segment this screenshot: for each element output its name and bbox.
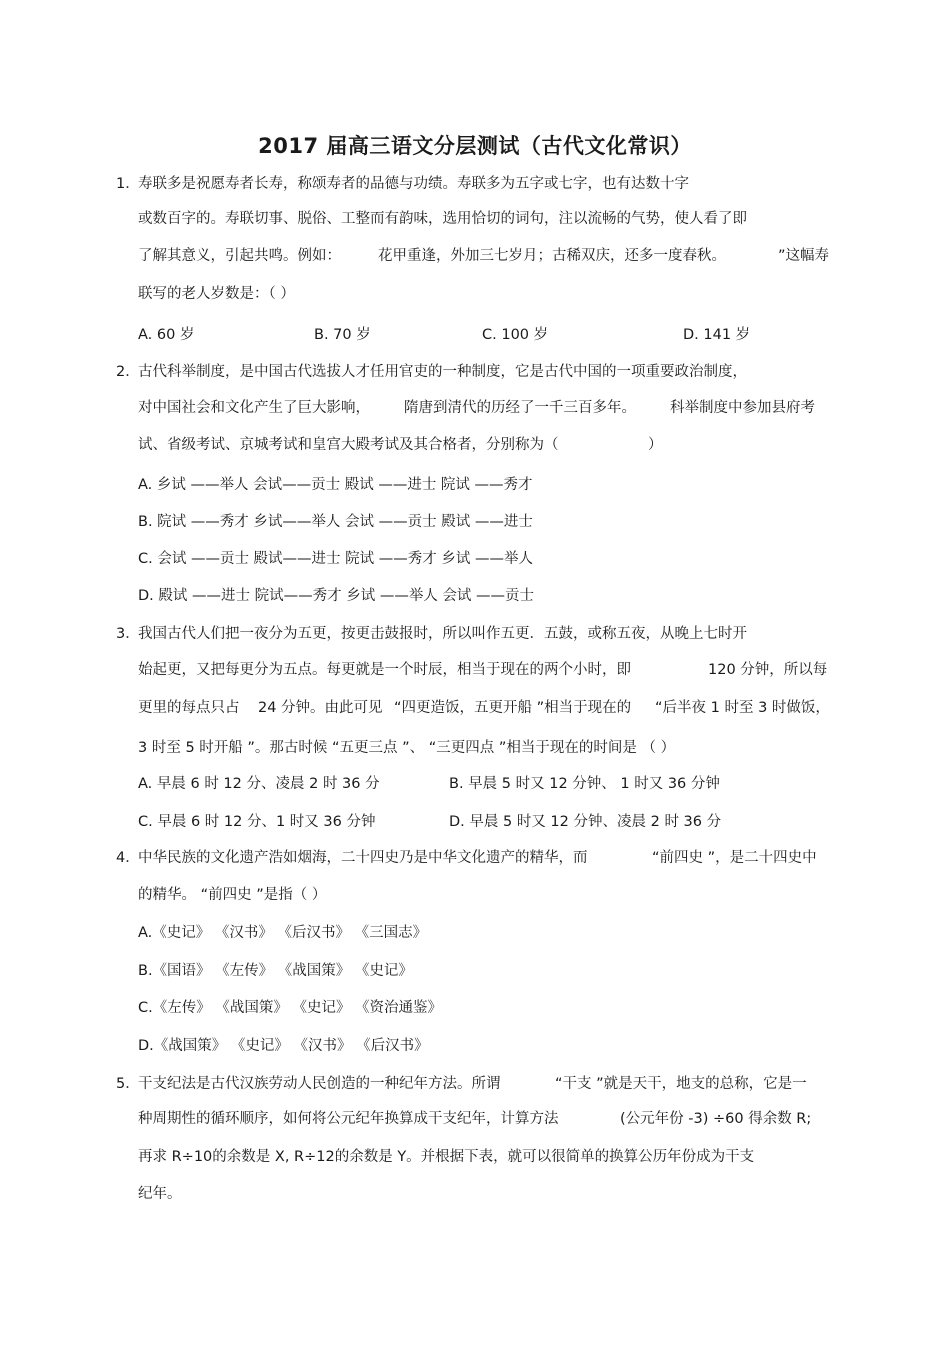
question-4-line-2: 的精华。 “前四史 ”是指（ ） [138,887,327,903]
question-5-line-1a: 干支纪法是古代汉族劳动人民创造的一种纪年方法。所谓 [138,1076,501,1092]
question-1-line-3a: 了解其意义，引起共鸣。例如： [138,248,341,264]
question-1-option-c: C. 100 岁 [482,327,549,343]
question-4-line-1a: 中华民族的文化遗产浩如烟海，二十四史乃是中华文化遗产的精华，而 [138,850,588,866]
question-3-option-b: B. 早晨 5 时又 12 分钟、 1 时又 36 分钟 [449,776,720,792]
question-2-number: 2． [116,364,140,380]
question-4-option-d: D.《战国策》 《史记》 《汉书》 《后汉书》 [138,1038,429,1054]
question-2-option-d: D. 殿试 ——进士 院试——秀才 乡试 ——举人 会试 ——贡士 [138,588,535,604]
question-5-line-3: 再求 R÷10的余数是 X, R÷12的余数是 Y。并根据下表，就可以很简单的换算公历年份成为干支 [138,1149,755,1165]
question-5-line-4: 纪年。 [138,1186,182,1202]
question-3-line-2b: 120 分钟，所以每 [708,662,828,678]
question-3-number: 3． [116,626,140,642]
page-title: 2017 届高三语文分层测试（古代文化常识） [258,134,692,158]
question-2-option-c: C. 会试 ——贡士 殿试——进士 院试 ——秀才 乡试 ——举人 [138,551,533,567]
question-1-option-d: D. 141 岁 [683,327,751,343]
question-4-number: 4． [116,850,140,866]
question-1-line-3b: 花甲重逢，外加三七岁月；古稀双庆，还多一度春秋。 [378,248,726,264]
question-3-line-2a: 始起更，又把每更分为五点。每更就是一个时辰，相当于现在的两个小时，即 [138,662,631,678]
question-5-number: 5． [116,1076,140,1092]
question-4-line-1b: “前四史 ”，是二十四史中 [652,850,817,866]
question-2-option-b: B. 院试 ——秀才 乡试——举人 会试 ——贡士 殿试 ——进士 [138,514,533,530]
question-1-line-4: 联写的老人岁数是：（ ） [138,286,295,302]
question-5-line-1b: “干支 ”就是天干，地支的总称，它是一 [555,1076,807,1092]
question-1-line-1: 寿联多是祝愿寿者长寿，称颂寿者的品德与功绩。寿联多为五字或七字，也有达数十字 [138,176,689,192]
question-1-line-3c: ”这幅寿 [778,248,830,264]
question-3-line-3c: “四更造饭，五更开船 ”相当于现在的 [394,700,632,716]
question-2-line-3: 试、省级考试、京城考试和皇宫大殿考试及其合格者，分别称为（ [138,437,559,453]
question-4-option-b: B.《国语》 《左传》 《战国策》 《史记》 [138,963,413,979]
question-5-line-2b: (公元年份 -3) ÷60 得余数 R; [620,1111,812,1127]
question-2-line-2c: 科举制度中参加县府考 [670,400,815,416]
question-1-number: 1． [116,176,140,192]
question-3-line-3a: 更里的每点只占 [138,700,240,716]
question-3-line-1: 我国古代人们把一夜分为五更，按更击鼓报时，所以叫作五更．五鼓，或称五夜，从晚上七时开 [138,626,747,642]
question-3-option-c: C. 早晨 6 时 12 分、1 时又 36 分钟 [138,814,376,830]
question-2-line-2a: 对中国社会和文化产生了巨大影响， [138,400,370,416]
question-3-option-a: A. 早晨 6 时 12 分、凌晨 2 时 36 分 [138,776,380,792]
question-2-line-2b: 隋唐到清代的历经了一千三百多年。 [404,400,636,416]
question-2-line-3b: ） [648,437,663,453]
question-3-line-3b: 24 分钟。由此可见 [258,700,383,716]
question-3-option-d: D. 早晨 5 时又 12 分钟、凌晨 2 时 36 分 [449,814,722,830]
question-1-option-b: B. 70 岁 [314,327,371,343]
question-3-line-4: 3 时至 5 时开船 ”。那古时候 “五更三点 ”、 “三更四点 ”相当于现在的时间是 （ ） [138,740,676,756]
question-1-option-a: A. 60 岁 [138,327,195,343]
question-4-option-c: C.《左传》 《战国策》 《史记》 《资治通鉴》 [138,1000,443,1016]
question-1-line-2: 或数百字的。寿联切事、脱俗、工整而有韵味，选用恰切的词句，注以流畅的气势，使人看了即 [138,211,747,227]
question-2-line-1: 古代科举制度，是中国古代选拔人才任用官吏的一种制度，它是古代中国的一项重要政治制度， [138,364,747,380]
question-4-option-a: A.《史记》 《汉书》 《后汉书》 《三国志》 [138,925,428,941]
question-5-line-2a: 种周期性的循环顺序，如何将公元纪年换算成干支纪年，计算方法 [138,1111,559,1127]
question-2-option-a: A. 乡试 ——举人 会试——贡士 殿试 ——进士 院试 ——秀才 [138,477,533,493]
question-3-line-3d: “后半夜 1 时至 3 时做饭， [655,700,830,716]
